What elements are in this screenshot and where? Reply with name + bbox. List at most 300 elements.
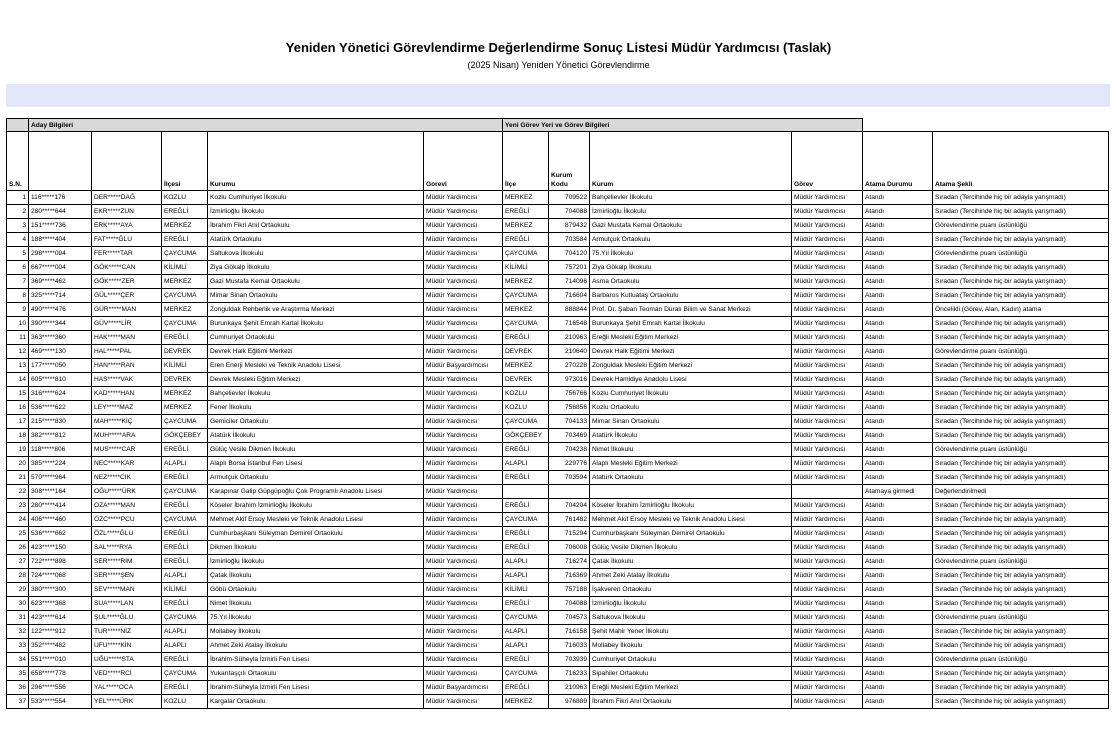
cell-district: EREĞLİ	[162, 597, 208, 611]
cell-sn: 20	[7, 457, 29, 471]
cell-duty: Müdür Yardımcısı	[424, 499, 503, 513]
cell-institution: İbrahim-Süheyla İzmirli Fen Lisesi	[208, 653, 424, 667]
spacer-cell	[7, 119, 29, 132]
cell-sn: 9	[7, 303, 29, 317]
cell-sn: 3	[7, 219, 29, 233]
cell-code: 229776	[549, 457, 590, 471]
cell-sn: 7	[7, 275, 29, 289]
cell-new-district: GÖKÇEBEY	[503, 429, 549, 443]
cell-duty: Müdür Yardımcısı	[424, 527, 503, 541]
cell-new-duty: Müdür Yardımcısı	[792, 443, 863, 457]
cell-new-duty: Müdür Yardımcısı	[792, 555, 863, 569]
cell-code: 879432	[549, 219, 590, 233]
cell-sn: 8	[7, 289, 29, 303]
cell-duty: Müdür Başyardımcısı	[424, 681, 503, 695]
cell-new-duty: Müdür Yardımcısı	[792, 597, 863, 611]
cell-new-district: EREĞLİ	[503, 331, 549, 345]
cell-status: Atandı	[863, 345, 933, 359]
cell-district: ÇAYCUMA	[162, 317, 208, 331]
cell-name: GÖK*****CAN	[92, 261, 162, 275]
cell-district: ÇAYCUMA	[162, 667, 208, 681]
cell-status: Atandı	[863, 317, 933, 331]
cell-new-district: ALAPLI	[503, 625, 549, 639]
cell-new-institution: Kozlu Ortaokulu	[590, 401, 792, 415]
cell-institution: Ziya Gökalp İlkokulu	[208, 261, 424, 275]
cell-id: 298*****094	[29, 247, 92, 261]
cell-district: ÇAYCUMA	[162, 289, 208, 303]
cell-institution: Göbü Ortaokulu	[208, 583, 424, 597]
cell-duty: Müdür Yardımcısı	[424, 653, 503, 667]
cell-duty: Müdür Yardımcısı	[424, 625, 503, 639]
cell-name: YAL*****OCA	[92, 681, 162, 695]
cell-institution: İzmirlioğlu İlkokulu	[208, 555, 424, 569]
cell-new-district: KOZLU	[503, 401, 549, 415]
cell-new-institution: Nimet İlkokulu	[590, 443, 792, 457]
cell-new-institution: Köseler İbrahim İzmirlioğlu İlkokulu	[590, 499, 792, 513]
cell-method: Görevlendirme puanı üstünlüğü	[933, 611, 1109, 625]
cell-status: Atandı	[863, 331, 933, 345]
cell-new-institution: Mollabey İlkokulu	[590, 639, 792, 653]
cell-method: Sıradan (Tercihinde hiç bir adayla yarışmadı)	[933, 331, 1109, 345]
cell-new-district: ÇAYCUMA	[503, 289, 549, 303]
cell-status: Atandı	[863, 695, 933, 709]
cell-institution: Armutçuk Ortaokulu	[208, 471, 424, 485]
cell-status: Atandı	[863, 401, 933, 415]
cell-code: 715294	[549, 527, 590, 541]
cell-method: Sıradan (Tercihinde hiç bir adayla yarışmadı)	[933, 625, 1109, 639]
cell-method: Sıradan (Tercihinde hiç bir adayla yarışmadı)	[933, 387, 1109, 401]
cell-method: Sıradan (Tercihinde hiç bir adayla yarışmadı)	[933, 597, 1109, 611]
cell-new-district: ÇAYCUMA	[503, 667, 549, 681]
cell-new-institution: Mehmet Akif Ersoy Mesleki ve Teknik Anadolu Lisesi	[590, 513, 792, 527]
cell-new-district: ALAPLI	[503, 639, 549, 653]
cell-duty: Müdür Yardımcısı	[424, 373, 503, 387]
table-row	[7, 205, 1109, 219]
cell-name: HAK*****MAN	[92, 331, 162, 345]
cell-new-duty: Müdür Yardımcısı	[792, 359, 863, 373]
table-row	[7, 555, 1109, 569]
cell-code: 709522	[549, 191, 590, 205]
cell-institution: Yukarıtaşçılı Ortaokulu	[208, 667, 424, 681]
cell-code: 888844	[549, 303, 590, 317]
cell-method: Sıradan (Tercihinde hiç bir adayla yarışmadı)	[933, 513, 1109, 527]
cell-new-institution: İbrahim Fikri Anıl Ortaokulu	[590, 695, 792, 709]
cell-new-district: ÇAYCUMA	[503, 513, 549, 527]
cell-duty: Müdür Yardımcısı	[424, 569, 503, 583]
cell-district: EREĞLİ	[162, 443, 208, 457]
cell-id: 623*****368	[29, 597, 92, 611]
cell-sn: 27	[7, 555, 29, 569]
table-row	[7, 415, 1109, 429]
cell-institution: Cumhuriyet Ortaokulu	[208, 331, 424, 345]
cell-sn: 31	[7, 611, 29, 625]
cell-id: 490*****476	[29, 303, 92, 317]
cell-id: 667*****004	[29, 261, 92, 275]
table-row	[7, 527, 1109, 541]
cell-code: 976889	[549, 695, 590, 709]
cell-duty: Müdür Yardımcısı	[424, 471, 503, 485]
cell-new-district: MERKEZ	[503, 359, 549, 373]
cell-method: Sıradan (Tercihinde hiç bir adayla yarışmadı)	[933, 261, 1109, 275]
cell-duty: Müdür Yardımcısı	[424, 261, 503, 275]
cell-method: Sıradan (Tercihinde hiç bir adayla yarışmadı)	[933, 471, 1109, 485]
cell-id: 722*****898	[29, 555, 92, 569]
cell-name: GÜL*****ÇER	[92, 289, 162, 303]
cell-id: 280*****414	[29, 499, 92, 513]
cell-duty: Müdür Yardımcısı	[424, 541, 503, 555]
cell-duty: Müdür Yardımcısı	[424, 639, 503, 653]
cell-district: KİLİMLİ	[162, 583, 208, 597]
cell-new-institution: Sipahiler Ortaokulu	[590, 667, 792, 681]
cell-sn: 33	[7, 639, 29, 653]
cell-institution: Kargalar Ortaokulu	[208, 695, 424, 709]
cell-id: 122*****912	[29, 625, 92, 639]
cell-institution: Mollabey İlkokulu	[208, 625, 424, 639]
cell-new-institution: Cumhurbaşkanı Süleyman Demirel Ortaokulu	[590, 527, 792, 541]
cell-sn: 19	[7, 443, 29, 457]
cell-id: 570*****964	[29, 471, 92, 485]
cell-code: 704238	[549, 443, 590, 457]
cell-status: Atandı	[863, 639, 933, 653]
table-row	[7, 667, 1109, 681]
cell-duty: Müdür Yardımcısı	[424, 205, 503, 219]
cell-duty: Müdür Yardımcısı	[424, 611, 503, 625]
cell-name: KAD*****HAN	[92, 387, 162, 401]
cell-institution: Gazi Mustafa Kemal Ortaokulu	[208, 275, 424, 289]
cell-new-institution: Armutçuk Ortaokulu	[590, 233, 792, 247]
cell-id: 423*****614	[29, 611, 92, 625]
cell-status: Atandı	[863, 289, 933, 303]
cell-sn: 34	[7, 653, 29, 667]
cell-institution: Saltukova İlkokulu	[208, 247, 424, 261]
cell-code	[549, 485, 590, 499]
cell-duty: Müdür Yardımcısı	[424, 303, 503, 317]
cell-duty: Müdür Yardımcısı	[424, 457, 503, 471]
cell-new-duty: Müdür Yardımcısı	[792, 233, 863, 247]
cell-name: NEZ*****CIK	[92, 471, 162, 485]
cell-code: 716548	[549, 317, 590, 331]
cell-id: 352*****482	[29, 639, 92, 653]
cell-new-institution: Barbaros Kutluataş Ortaokulu	[590, 289, 792, 303]
cell-name: SER*****RIM	[92, 555, 162, 569]
cell-status: Atandı	[863, 387, 933, 401]
cell-id: 177*****050	[29, 359, 92, 373]
cell-method: Görevlendirme puanı üstünlüğü	[933, 345, 1109, 359]
cell-id: 658*****778	[29, 667, 92, 681]
table-row	[7, 219, 1109, 233]
cell-new-duty: Müdür Yardımcısı	[792, 681, 863, 695]
table-row	[7, 695, 1109, 709]
cell-id: 280*****644	[29, 205, 92, 219]
cell-new-district: EREĞLİ	[503, 205, 549, 219]
cell-institution: Mimar Sinan Ortaokulu	[208, 289, 424, 303]
table-row	[7, 513, 1109, 527]
cell-new-institution: Atatürk Ortaokulu	[590, 471, 792, 485]
cell-duty: Müdür Yardımcısı	[424, 275, 503, 289]
cell-duty: Müdür Yardımcısı	[424, 513, 503, 527]
cell-new-duty: Müdür Yardımcısı	[792, 317, 863, 331]
cell-status: Atandı	[863, 233, 933, 247]
col-institution: Kurumu	[208, 132, 424, 191]
col-new-duty: Görev	[792, 132, 863, 191]
cell-institution: Çatak İlkokulu	[208, 569, 424, 583]
cell-new-duty: Müdür Yardımcısı	[792, 611, 863, 625]
cell-district: EREĞLİ	[162, 471, 208, 485]
cell-new-duty: Müdür Yardımcısı	[792, 541, 863, 555]
cell-id: 533*****554	[29, 695, 92, 709]
table-row	[7, 247, 1109, 261]
cell-new-district: DEVREK	[503, 373, 549, 387]
cell-status: Atandı	[863, 247, 933, 261]
cell-id: 536*****622	[29, 401, 92, 415]
cell-institution: Karapınar Galip Güpgüpoğlu Çok Programlı Anadolu Lisesi	[208, 485, 424, 499]
cell-new-district: MERKEZ	[503, 695, 549, 709]
cell-new-institution: Bahçelievler İlkokulu	[590, 191, 792, 205]
cell-sn: 21	[7, 471, 29, 485]
cell-status: Atandı	[863, 457, 933, 471]
cell-id: 316*****624	[29, 387, 92, 401]
cell-new-institution: Prof. Dr. Şaban Teoman Duralı Bilim ve Sanat Merkezi	[590, 303, 792, 317]
cell-sn: 24	[7, 513, 29, 527]
cell-new-district: DEVREK	[503, 345, 549, 359]
cell-new-district: EREĞLİ	[503, 597, 549, 611]
cell-new-institution: Kozlu Cumhuriyet İlkokulu	[590, 387, 792, 401]
cell-name: LEY*****MAZ	[92, 401, 162, 415]
section-candidate: Aday Bilgileri	[29, 119, 503, 132]
cell-name: ŞUL*****ĞLU	[92, 611, 162, 625]
cell-sn: 35	[7, 667, 29, 681]
cell-method: Sıradan (Tercihinde hiç bir adayla yarışmadı)	[933, 373, 1109, 387]
cell-new-district: MERKEZ	[503, 219, 549, 233]
cell-new-duty: Müdür Yardımcısı	[792, 653, 863, 667]
table-row	[7, 429, 1109, 443]
cell-name: TUR*****NİZ	[92, 625, 162, 639]
cell-new-institution: Burunkaya Şehit Emrah Kartal İlkokulu	[590, 317, 792, 331]
cell-new-duty: Müdür Yardımcısı	[792, 513, 863, 527]
cell-new-duty: Müdür Yardımcısı	[792, 667, 863, 681]
cell-institution: Devrek Halk Eğitimi Merkezi	[208, 345, 424, 359]
cell-district: ÇAYCUMA	[162, 247, 208, 261]
table-row	[7, 611, 1109, 625]
header-band	[6, 84, 1110, 107]
cell-code: 716158	[549, 625, 590, 639]
cell-new-district: ALAPLI	[503, 555, 549, 569]
cell-name: ERK*****AYA	[92, 219, 162, 233]
cell-method: Sıradan (Tercihinde hiç bir adayla yarışmadı)	[933, 541, 1109, 555]
cell-new-district: EREĞLİ	[503, 233, 549, 247]
cell-new-duty: Müdür Yardımcısı	[792, 471, 863, 485]
cell-institution: İbrahim Fikri Anıl Ortaokulu	[208, 219, 424, 233]
cell-duty: Müdür Yardımcısı	[424, 443, 503, 457]
cell-duty: Müdür Yardımcısı	[424, 597, 503, 611]
cell-duty: Müdür Yardımcısı	[424, 317, 503, 331]
cell-new-district: EREĞLİ	[503, 681, 549, 695]
results-table	[6, 118, 1109, 709]
table-row	[7, 345, 1109, 359]
column-header-row	[7, 132, 1109, 191]
cell-new-duty: Müdür Yardımcısı	[792, 625, 863, 639]
cell-new-duty: Müdür Yardımcısı	[792, 289, 863, 303]
cell-new-district: ALAPLI	[503, 569, 549, 583]
cell-code: 704204	[549, 499, 590, 513]
cell-method: Görevlendirme puanı üstünlüğü	[933, 653, 1109, 667]
cell-new-duty: Müdür Yardımcısı	[792, 527, 863, 541]
cell-new-institution: Ereğli Mesleki Eğitim Merkezi	[590, 331, 792, 345]
cell-code: 757201	[549, 261, 590, 275]
cell-sn: 29	[7, 583, 29, 597]
cell-new-duty: Müdür Yardımcısı	[792, 583, 863, 597]
cell-name: UFU*****KİN	[92, 639, 162, 653]
cell-method: Görevlendirme puanı üstünlüğü	[933, 247, 1109, 261]
cell-new-institution: Cumhuriyet Ortaokulu	[590, 653, 792, 667]
cell-institution: Devrek Mesleki Eğitim Merkezi	[208, 373, 424, 387]
cell-institution: Eren Enerji Mesleki ve Teknik Anadolu Lisesi	[208, 359, 424, 373]
cell-district: KİLİMLİ	[162, 261, 208, 275]
cell-code: 210963	[549, 681, 590, 695]
cell-id: 551*****010	[29, 653, 92, 667]
cell-duty: Müdür Yardımcısı	[424, 219, 503, 233]
cell-status: Atandı	[863, 499, 933, 513]
cell-name: EKR*****ZUN	[92, 205, 162, 219]
cell-district: MERKEZ	[162, 219, 208, 233]
cell-status: Atandı	[863, 429, 933, 443]
cell-method: Görevlendirme puanı üstünlüğü	[933, 443, 1109, 457]
cell-id: 151*****736	[29, 219, 92, 233]
cell-new-duty: Müdür Yardımcısı	[792, 205, 863, 219]
cell-method: Sıradan (Tercihinde hiç bir adayla yarışmadı)	[933, 583, 1109, 597]
cell-new-duty: Müdür Yardımcısı	[792, 387, 863, 401]
cell-id: 724*****068	[29, 569, 92, 583]
cell-new-district: EREĞLİ	[503, 527, 549, 541]
cell-duty: Müdür Yardımcısı	[424, 247, 503, 261]
cell-institution: Atatürk Ortaokulu	[208, 233, 424, 247]
cell-new-district: EREĞLİ	[503, 499, 549, 513]
table-row	[7, 443, 1109, 457]
cell-district: ALAPLI	[162, 569, 208, 583]
cell-method: Öncelikli (Görev, Alan, Kadın) atama	[933, 303, 1109, 317]
col-duty: Gorevi	[424, 132, 503, 191]
col-new-district: İlçe	[503, 132, 549, 191]
cell-institution: Burunkaya Şehit Emrah Kartal İlkokulu	[208, 317, 424, 331]
cell-name: ÖZL*****ĞLU	[92, 527, 162, 541]
cell-id: 406*****460	[29, 513, 92, 527]
table-row	[7, 457, 1109, 471]
table-row	[7, 541, 1109, 555]
table-row	[7, 387, 1109, 401]
cell-new-duty: Müdür Yardımcısı	[792, 275, 863, 289]
cell-district: EREĞLİ	[162, 331, 208, 345]
cell-new-duty: Müdür Yardımcısı	[792, 191, 863, 205]
cell-institution: Gülüç Vesile Dikmen İlkokulu	[208, 443, 424, 457]
cell-code: 704120	[549, 247, 590, 261]
cell-duty: Müdür Yardımcısı	[424, 401, 503, 415]
cell-new-district: KİLİMLİ	[503, 261, 549, 275]
cell-institution: Zonguldak Rehberlik ve Araştırma Merkezi	[208, 303, 424, 317]
cell-new-institution: Mimar Sinan Ortaokulu	[590, 415, 792, 429]
cell-institution: Gemiciler Ortaokulu	[208, 415, 424, 429]
cell-new-institution: Gazi Mustafa Kemal Ortaokulu	[590, 219, 792, 233]
cell-sn: 18	[7, 429, 29, 443]
cell-name: VED*****RCİ	[92, 667, 162, 681]
table-row	[7, 303, 1109, 317]
table-row	[7, 471, 1109, 485]
cell-district: ÇAYCUMA	[162, 611, 208, 625]
cell-new-district	[503, 485, 549, 499]
cell-code: 210640	[549, 345, 590, 359]
cell-sn: 16	[7, 401, 29, 415]
table-row	[7, 373, 1109, 387]
cell-name: OĞU*****ÜRK	[92, 485, 162, 499]
cell-status: Atandı	[863, 513, 933, 527]
cell-code: 761482	[549, 513, 590, 527]
col-district: İlçesi	[162, 132, 208, 191]
cell-sn: 25	[7, 527, 29, 541]
cell-duty: Müdür Yardımcısı	[424, 345, 503, 359]
cell-code: 714096	[549, 275, 590, 289]
col-sn: S.N.	[7, 132, 29, 191]
cell-status: Atandı	[863, 569, 933, 583]
cell-district: MERKEZ	[162, 275, 208, 289]
cell-new-district: EREĞLİ	[503, 541, 549, 555]
cell-method: Sıradan (Tercihinde hiç bir adayla yarışmadı)	[933, 667, 1109, 681]
cell-code: 703469	[549, 429, 590, 443]
cell-status: Atandı	[863, 219, 933, 233]
cell-district: ALAPLI	[162, 625, 208, 639]
table-row	[7, 485, 1109, 499]
cell-id: 423*****150	[29, 541, 92, 555]
table-row	[7, 625, 1109, 639]
cell-institution: Dikmen İlkokulu	[208, 541, 424, 555]
cell-sn: 10	[7, 317, 29, 331]
cell-new-duty: Müdür Yardımcısı	[792, 415, 863, 429]
cell-code: 716033	[549, 639, 590, 653]
cell-sn: 1	[7, 191, 29, 205]
cell-method: Sıradan (Tercihinde hiç bir adayla yarışmadı)	[933, 569, 1109, 583]
cell-duty: Müdür Yardımcısı	[424, 331, 503, 345]
cell-code: 704133	[549, 415, 590, 429]
cell-name: HAL*****PAL	[92, 345, 162, 359]
cell-district: EREĞLİ	[162, 681, 208, 695]
table-row	[7, 289, 1109, 303]
cell-code: 756856	[549, 401, 590, 415]
cell-status: Atandı	[863, 261, 933, 275]
cell-method: Sıradan (Tercihinde hiç bir adayla yarışmadı)	[933, 275, 1109, 289]
cell-district: EREĞLİ	[162, 527, 208, 541]
cell-name: UĞU*****STA	[92, 653, 162, 667]
cell-sn: 22	[7, 485, 29, 499]
cell-district: MERKEZ	[162, 401, 208, 415]
cell-district: ALAPLI	[162, 639, 208, 653]
cell-id: 188*****404	[29, 233, 92, 247]
cell-method: Görevlendirme puanı üstünlüğü	[933, 219, 1109, 233]
cell-new-duty: Müdür Yardımcısı	[792, 247, 863, 261]
cell-id: 325*****714	[29, 289, 92, 303]
table-row	[7, 233, 1109, 247]
cell-sn: 11	[7, 331, 29, 345]
cell-district: KOZLU	[162, 695, 208, 709]
cell-new-district: MERKEZ	[503, 191, 549, 205]
col-name	[92, 132, 162, 191]
cell-sn: 2	[7, 205, 29, 219]
col-new-institution: Kurum	[590, 132, 792, 191]
cell-sn: 26	[7, 541, 29, 555]
cell-sn: 5	[7, 247, 29, 261]
cell-method: Sıradan (Tercihinde hiç bir adayla yarışmadı)	[933, 527, 1109, 541]
cell-district: EREĞLİ	[162, 555, 208, 569]
table-row	[7, 499, 1109, 513]
cell-new-duty: Müdür Yardımcısı	[792, 401, 863, 415]
cell-method: Sıradan (Tercihinde hiç bir adayla yarışmadı)	[933, 639, 1109, 653]
